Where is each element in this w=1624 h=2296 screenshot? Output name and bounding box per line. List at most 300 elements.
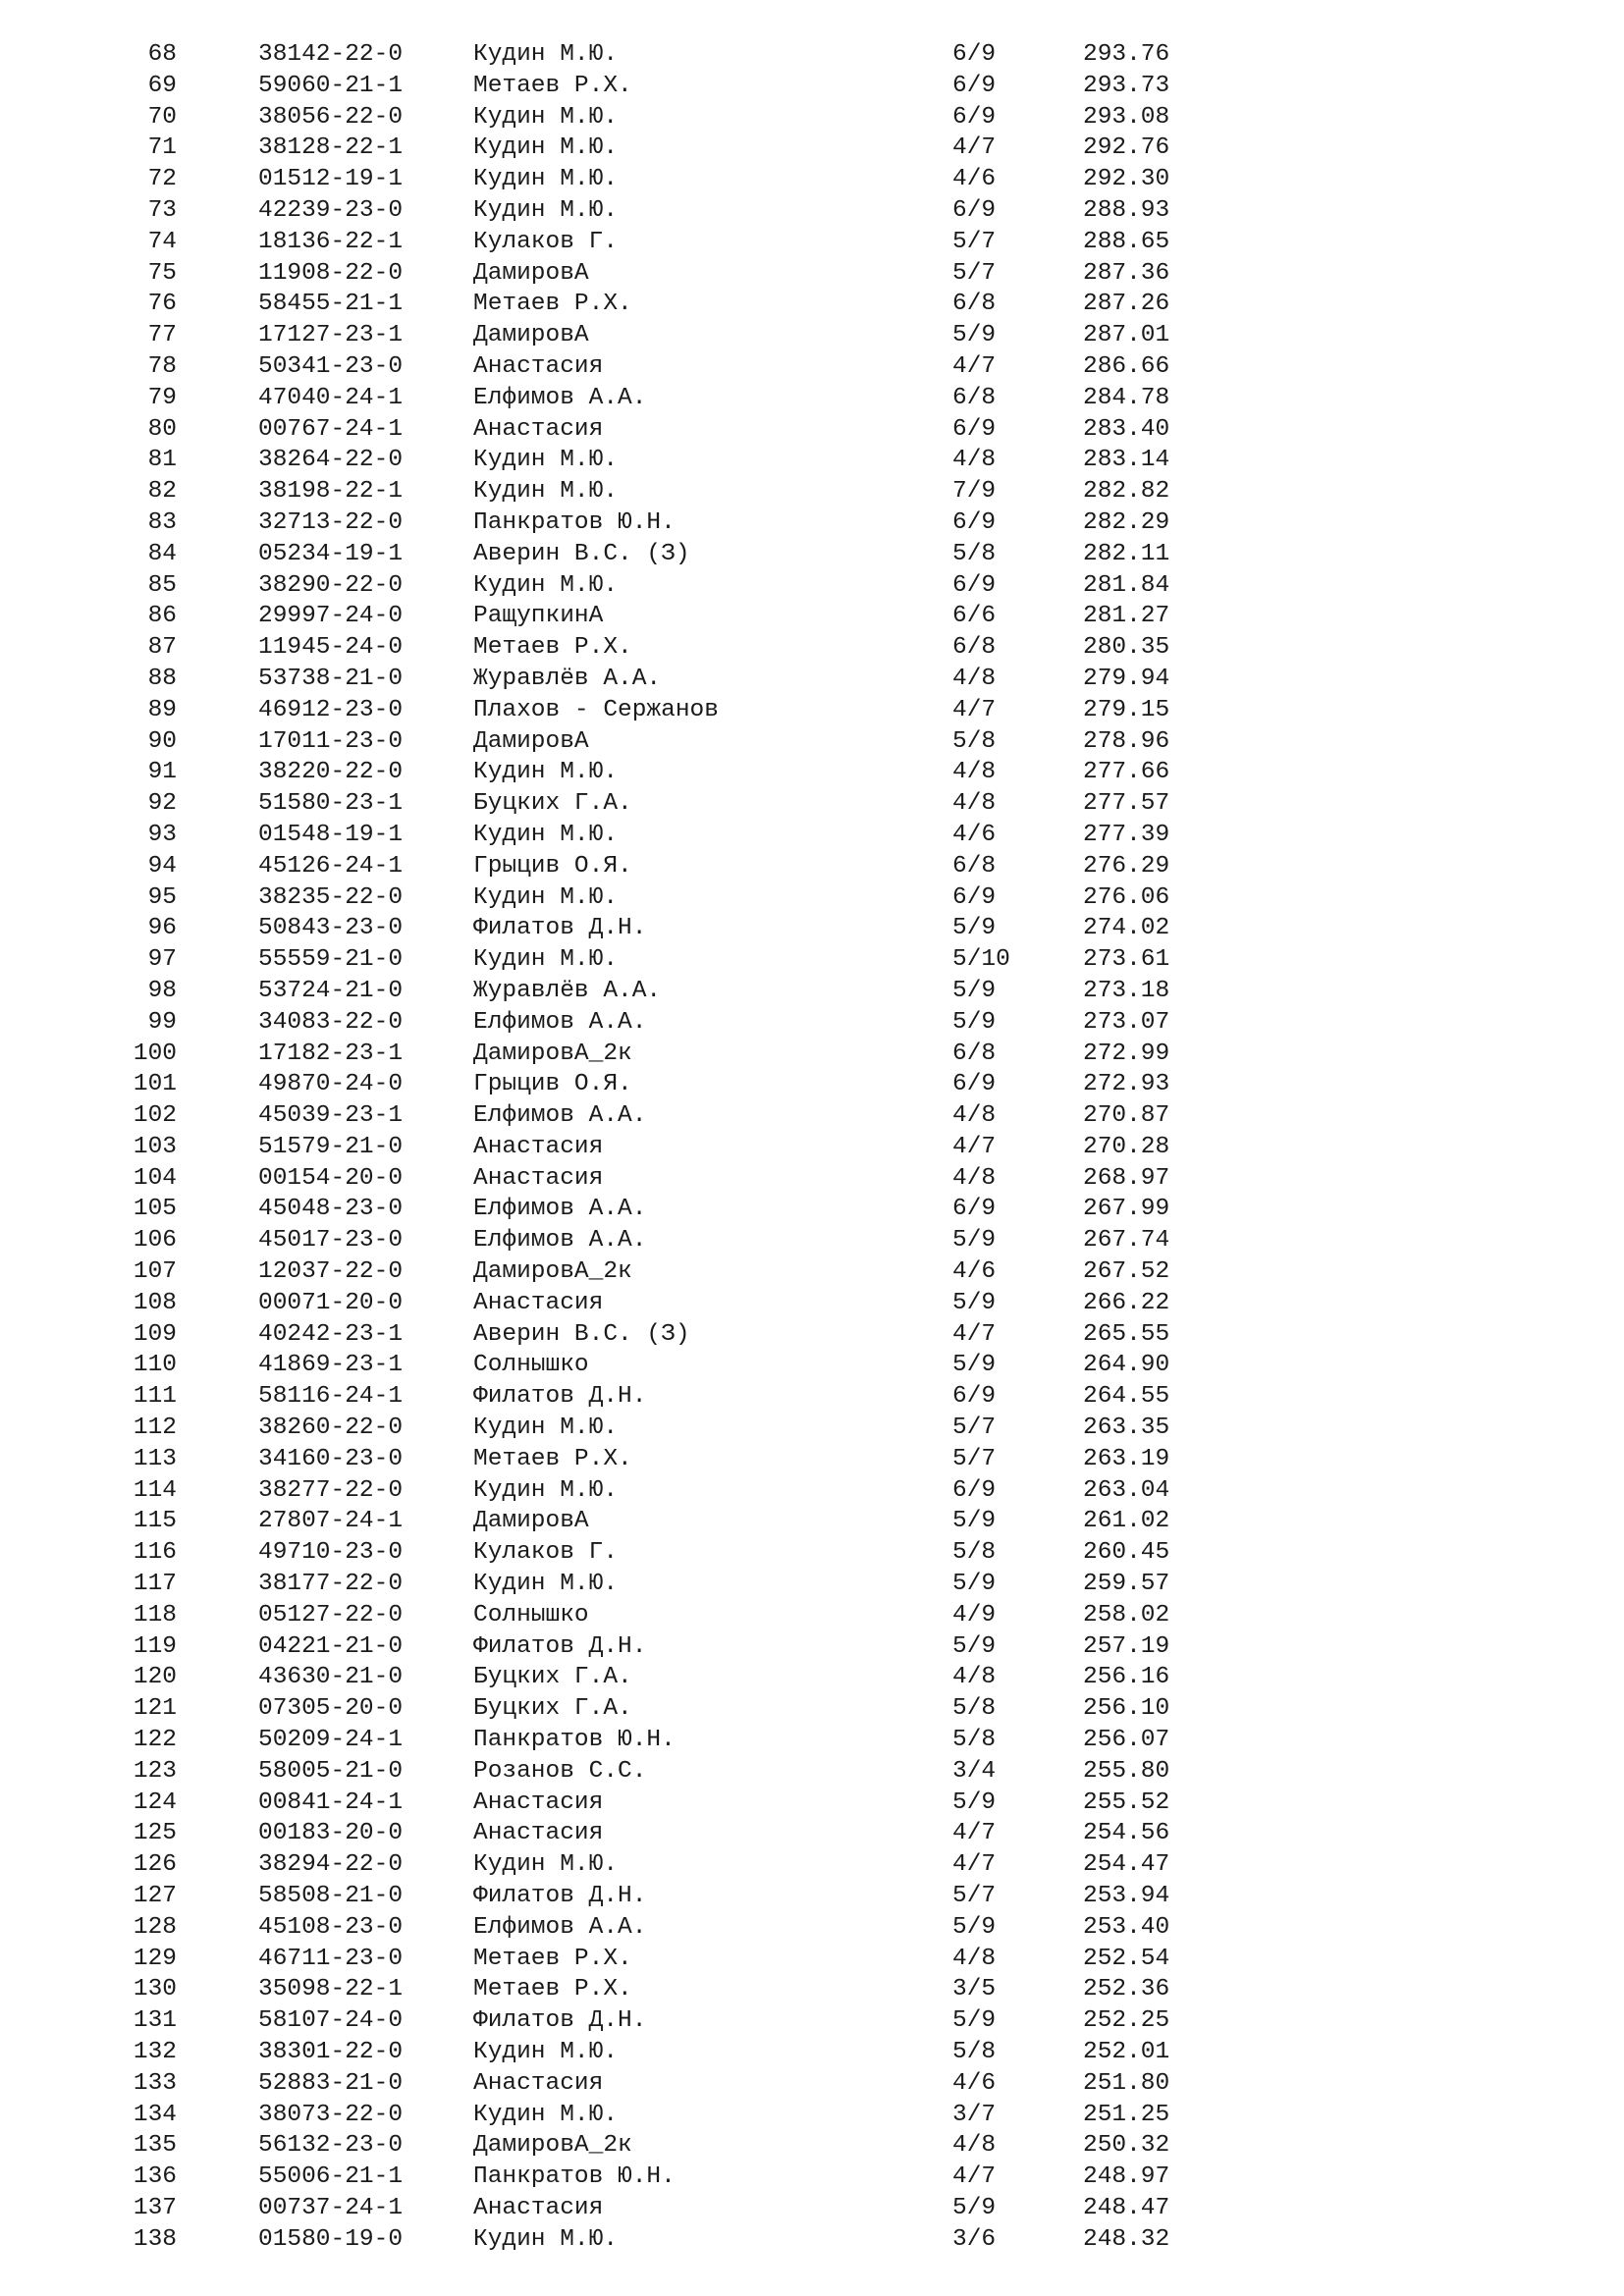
- ratio-value: 5/8: [952, 1695, 997, 1723]
- row-number: 90: [147, 727, 177, 755]
- table-row: [0, 944, 1624, 976]
- record-id: 58107-24-0: [258, 2007, 404, 2035]
- row-number: 91: [147, 759, 177, 786]
- record-id: 51580-23-1: [258, 790, 404, 818]
- owner-name: Елфимов А.А.: [473, 384, 647, 411]
- owner-name: Кудин М.Ю.: [473, 103, 619, 131]
- score-value: 277.66: [1083, 759, 1170, 786]
- record-id: 53724-21-0: [258, 977, 404, 1004]
- row-number: 85: [147, 571, 177, 599]
- ratio-value: 6/8: [952, 384, 997, 411]
- record-id: 07305-20-0: [258, 1695, 404, 1723]
- row-number: 108: [133, 1289, 177, 1316]
- ratio-value: 5/7: [952, 228, 997, 255]
- score-value: 283.40: [1083, 415, 1170, 443]
- table-row: [0, 164, 1624, 195]
- table-row: [0, 2162, 1624, 2193]
- record-id: 43630-21-0: [258, 1664, 404, 1691]
- record-id: 00154-20-0: [258, 1164, 404, 1192]
- owner-name: Кудин М.Ю.: [473, 2101, 619, 2128]
- ratio-value: 6/9: [952, 196, 997, 224]
- record-id: 50209-24-1: [258, 1727, 404, 1754]
- score-value: 292.30: [1083, 166, 1170, 193]
- row-number: 112: [133, 1415, 177, 1442]
- table-row: [0, 1163, 1624, 1195]
- owner-name: Метаев Р.Х.: [473, 1445, 632, 1472]
- ratio-value: 6/9: [952, 1383, 997, 1411]
- score-value: 288.65: [1083, 228, 1170, 255]
- owner-name: ДамировА: [473, 322, 589, 349]
- row-number: 128: [133, 1913, 177, 1941]
- row-number: 97: [147, 946, 177, 974]
- ratio-value: 6/9: [952, 41, 997, 68]
- score-value: 261.02: [1083, 1508, 1170, 1535]
- table-row: [0, 289, 1624, 320]
- ratio-value: 4/8: [952, 790, 997, 818]
- row-number: 123: [133, 1757, 177, 1785]
- ratio-value: 6/8: [952, 1040, 997, 1067]
- row-number: 88: [147, 665, 177, 692]
- ratio-value: 5/8: [952, 727, 997, 755]
- owner-name: Кудин М.Ю.: [473, 1571, 619, 1598]
- row-number: 84: [147, 540, 177, 567]
- ranking-table: [0, 39, 1624, 2256]
- owner-name: ДамировА_2к: [473, 1040, 632, 1067]
- ratio-value: 4/7: [952, 1851, 997, 1879]
- owner-name: Анастасия: [473, 1289, 604, 1316]
- score-value: 260.45: [1083, 1539, 1170, 1567]
- score-value: 283.14: [1083, 447, 1170, 474]
- record-id: 38220-22-0: [258, 759, 404, 786]
- row-number: 93: [147, 821, 177, 848]
- owner-name: Анастасия: [473, 1820, 604, 1847]
- score-value: 273.18: [1083, 977, 1170, 1004]
- ratio-value: 4/8: [952, 1664, 997, 1691]
- ratio-value: 5/9: [952, 1571, 997, 1598]
- row-number: 96: [147, 915, 177, 942]
- owner-name: Анастасия: [473, 1164, 604, 1192]
- record-id: 38073-22-0: [258, 2101, 404, 2128]
- record-id: 00737-24-1: [258, 2194, 404, 2221]
- record-id: 51579-21-0: [258, 1133, 404, 1160]
- table-row: [0, 1569, 1624, 1600]
- record-id: 35098-22-1: [258, 1976, 404, 2003]
- score-value: 267.99: [1083, 1196, 1170, 1223]
- owner-name: Кудин М.Ю.: [473, 41, 619, 68]
- record-id: 58116-24-1: [258, 1383, 404, 1411]
- score-value: 287.01: [1083, 322, 1170, 349]
- table-row: [0, 695, 1624, 726]
- owner-name: Анастасия: [473, 415, 604, 443]
- row-number: 105: [133, 1196, 177, 1223]
- record-id: 01512-19-1: [258, 166, 404, 193]
- ratio-value: 5/9: [952, 977, 997, 1004]
- ratio-value: 5/10: [952, 946, 1010, 974]
- record-id: 17127-23-1: [258, 322, 404, 349]
- ratio-value: 6/6: [952, 603, 997, 630]
- record-id: 05127-22-0: [258, 1601, 404, 1629]
- owner-name: Панкратов Ю.Н.: [473, 508, 676, 536]
- table-row: [0, 1912, 1624, 1944]
- table-row: [0, 2068, 1624, 2100]
- owner-name: Буцких Г.А.: [473, 1664, 632, 1691]
- owner-name: Аверин В.С. (З): [473, 1320, 690, 1348]
- owner-name: Кулаков Г.: [473, 1539, 619, 1567]
- ratio-value: 6/9: [952, 415, 997, 443]
- score-value: 264.90: [1083, 1352, 1170, 1379]
- owner-name: Метаев Р.Х.: [473, 634, 632, 662]
- row-number: 113: [133, 1445, 177, 1472]
- owner-name: Метаев Р.Х.: [473, 291, 632, 318]
- row-number: 125: [133, 1820, 177, 1847]
- table-row: [0, 1039, 1624, 1070]
- score-value: 278.96: [1083, 727, 1170, 755]
- ratio-value: 5/9: [952, 1227, 997, 1255]
- ratio-value: 5/9: [952, 1008, 997, 1036]
- record-id: 11945-24-0: [258, 634, 404, 662]
- row-number: 114: [133, 1476, 177, 1504]
- owner-name: Филатов Д.Н.: [473, 915, 647, 942]
- row-number: 138: [133, 2225, 177, 2253]
- row-number: 103: [133, 1133, 177, 1160]
- owner-name: Кудин М.Ю.: [473, 478, 619, 506]
- table-row: [0, 664, 1624, 695]
- row-number: 136: [133, 2163, 177, 2191]
- table-row: [0, 414, 1624, 446]
- row-number: 82: [147, 478, 177, 506]
- ratio-value: 6/9: [952, 883, 997, 911]
- row-number: 95: [147, 883, 177, 911]
- score-value: 287.36: [1083, 259, 1170, 287]
- record-id: 50341-23-0: [258, 352, 404, 380]
- table-row: [0, 1350, 1624, 1381]
- owner-name: Елфимов А.А.: [473, 1008, 647, 1036]
- record-id: 29997-24-0: [258, 603, 404, 630]
- owner-name: Кудин М.Ю.: [473, 447, 619, 474]
- owner-name: Буцких Г.А.: [473, 790, 632, 818]
- record-id: 32713-22-0: [258, 508, 404, 536]
- score-value: 282.29: [1083, 508, 1170, 536]
- record-id: 04221-21-0: [258, 1632, 404, 1660]
- table-row: [0, 913, 1624, 944]
- record-id: 34083-22-0: [258, 1008, 404, 1036]
- owner-name: Елфимов А.А.: [473, 1913, 647, 1941]
- ratio-value: 5/9: [952, 1913, 997, 1941]
- score-value: 293.73: [1083, 72, 1170, 99]
- owner-name: Елфимов А.А.: [473, 1196, 647, 1223]
- owner-name: Кудин М.Ю.: [473, 759, 619, 786]
- record-id: 01548-19-1: [258, 821, 404, 848]
- record-id: 49710-23-0: [258, 1539, 404, 1567]
- table-row: [0, 1944, 1624, 1975]
- row-number: 100: [133, 1040, 177, 1067]
- row-number: 73: [147, 196, 177, 224]
- owner-name: ДамировА_2к: [473, 1258, 632, 1286]
- ratio-value: 5/9: [952, 1632, 997, 1660]
- score-value: 252.36: [1083, 1976, 1170, 2003]
- ratio-value: 5/8: [952, 540, 997, 567]
- row-number: 81: [147, 447, 177, 474]
- owner-name: Журавлёв А.А.: [473, 977, 662, 1004]
- table-row: [0, 2193, 1624, 2224]
- row-number: 68: [147, 41, 177, 68]
- owner-name: Метаев Р.Х.: [473, 1945, 632, 1972]
- owner-name: Грыцив О.Я.: [473, 852, 632, 880]
- owner-name: Анастасия: [473, 1789, 604, 1816]
- table-row: [0, 195, 1624, 227]
- row-number: 110: [133, 1352, 177, 1379]
- score-value: 252.25: [1083, 2007, 1170, 2035]
- table-row: [0, 383, 1624, 414]
- score-value: 277.57: [1083, 790, 1170, 818]
- row-number: 101: [133, 1071, 177, 1098]
- table-row: [0, 133, 1624, 164]
- table-row: [0, 539, 1624, 570]
- row-number: 120: [133, 1664, 177, 1691]
- owner-name: Метаев Р.Х.: [473, 72, 632, 99]
- ratio-value: 4/6: [952, 821, 997, 848]
- owner-name: Филатов Д.Н.: [473, 1383, 647, 1411]
- score-value: 248.47: [1083, 2194, 1170, 2221]
- table-row: [0, 1256, 1624, 1288]
- ratio-value: 4/8: [952, 447, 997, 474]
- score-value: 252.01: [1083, 2039, 1170, 2065]
- table-row: [0, 1506, 1624, 1537]
- row-number: 118: [133, 1601, 177, 1629]
- row-number: 99: [147, 1008, 177, 1036]
- ratio-value: 5/9: [952, 1289, 997, 1316]
- ratio-value: 5/8: [952, 2039, 997, 2065]
- ratio-value: 6/9: [952, 1476, 997, 1504]
- score-value: 256.16: [1083, 1664, 1170, 1691]
- row-number: 107: [133, 1258, 177, 1286]
- ratio-value: 4/7: [952, 352, 997, 380]
- record-id: 50843-23-0: [258, 915, 404, 942]
- row-number: 72: [147, 166, 177, 193]
- row-number: 98: [147, 977, 177, 1004]
- score-value: 270.87: [1083, 1102, 1170, 1130]
- score-value: 254.47: [1083, 1851, 1170, 1879]
- score-value: 292.76: [1083, 134, 1170, 162]
- score-value: 259.57: [1083, 1571, 1170, 1598]
- record-id: 38301-22-0: [258, 2039, 404, 2065]
- ratio-value: 3/6: [952, 2225, 997, 2253]
- owner-name: Солнышко: [473, 1601, 589, 1629]
- row-number: 79: [147, 384, 177, 411]
- ratio-value: 4/8: [952, 759, 997, 786]
- table-row: [0, 320, 1624, 351]
- score-value: 251.80: [1083, 2069, 1170, 2097]
- owner-name: Солнышко: [473, 1352, 589, 1379]
- record-id: 17182-23-1: [258, 1040, 404, 1067]
- row-number: 135: [133, 2132, 177, 2160]
- table-row: [0, 1849, 1624, 1881]
- record-id: 00071-20-0: [258, 1289, 404, 1316]
- row-number: 124: [133, 1789, 177, 1816]
- table-row: [0, 1725, 1624, 1756]
- owner-name: Кудин М.Ю.: [473, 1476, 619, 1504]
- record-id: 01580-19-0: [258, 2225, 404, 2253]
- row-number: 109: [133, 1320, 177, 1348]
- owner-name: Кудин М.Ю.: [473, 166, 619, 193]
- table-row: [0, 788, 1624, 820]
- row-number: 127: [133, 1883, 177, 1910]
- row-number: 115: [133, 1508, 177, 1535]
- score-value: 273.07: [1083, 1008, 1170, 1036]
- row-number: 77: [147, 322, 177, 349]
- score-value: 276.06: [1083, 883, 1170, 911]
- ratio-value: 5/9: [952, 915, 997, 942]
- record-id: 38260-22-0: [258, 1415, 404, 1442]
- record-id: 46711-23-0: [258, 1945, 404, 1972]
- table-row: [0, 1818, 1624, 1849]
- table-row: [0, 1537, 1624, 1569]
- ratio-value: 4/8: [952, 1164, 997, 1192]
- score-value: 282.11: [1083, 540, 1170, 567]
- owner-name: Розанов С.С.: [473, 1757, 647, 1785]
- score-value: 272.93: [1083, 1071, 1170, 1098]
- record-id: 38235-22-0: [258, 883, 404, 911]
- ratio-value: 6/8: [952, 291, 997, 318]
- owner-name: Елфимов А.А.: [473, 1102, 647, 1130]
- score-value: 263.35: [1083, 1415, 1170, 1442]
- table-row: [0, 2005, 1624, 2037]
- score-value: 288.93: [1083, 196, 1170, 224]
- score-value: 250.32: [1083, 2132, 1170, 2160]
- row-number: 102: [133, 1102, 177, 1130]
- score-value: 276.29: [1083, 852, 1170, 880]
- score-value: 281.84: [1083, 571, 1170, 599]
- score-value: 255.52: [1083, 1789, 1170, 1816]
- score-value: 253.40: [1083, 1913, 1170, 1941]
- record-id: 38177-22-0: [258, 1571, 404, 1598]
- record-id: 53738-21-0: [258, 665, 404, 692]
- row-number: 94: [147, 852, 177, 880]
- score-value: 281.27: [1083, 603, 1170, 630]
- record-id: 38290-22-0: [258, 571, 404, 599]
- table-row: [0, 507, 1624, 539]
- ratio-value: 7/9: [952, 478, 997, 506]
- row-number: 87: [147, 634, 177, 662]
- score-value: 251.25: [1083, 2101, 1170, 2128]
- score-value: 263.04: [1083, 1476, 1170, 1504]
- score-value: 267.74: [1083, 1227, 1170, 1255]
- record-id: 11908-22-0: [258, 259, 404, 287]
- table-row: [0, 1881, 1624, 1912]
- record-id: 45048-23-0: [258, 1196, 404, 1223]
- record-id: 18136-22-1: [258, 228, 404, 255]
- record-id: 17011-23-0: [258, 727, 404, 755]
- ratio-value: 3/5: [952, 1976, 997, 2003]
- score-value: 265.55: [1083, 1320, 1170, 1348]
- table-row: [0, 1100, 1624, 1132]
- ratio-value: 5/8: [952, 1539, 997, 1567]
- record-id: 55006-21-1: [258, 2163, 404, 2191]
- owner-name: Кудин М.Ю.: [473, 2039, 619, 2065]
- score-value: 255.80: [1083, 1757, 1170, 1785]
- owner-name: РащупкинА: [473, 603, 604, 630]
- row-number: 119: [133, 1632, 177, 1660]
- row-number: 86: [147, 603, 177, 630]
- row-number: 71: [147, 134, 177, 162]
- table-row: [0, 445, 1624, 476]
- ratio-value: 6/8: [952, 852, 997, 880]
- record-id: 38264-22-0: [258, 447, 404, 474]
- row-number: 106: [133, 1227, 177, 1255]
- record-id: 41869-23-1: [258, 1352, 404, 1379]
- record-id: 58005-21-0: [258, 1757, 404, 1785]
- owner-name: Кулаков Г.: [473, 228, 619, 255]
- table-row: [0, 71, 1624, 102]
- row-number: 132: [133, 2039, 177, 2065]
- record-id: 45108-23-0: [258, 1913, 404, 1941]
- ratio-value: 5/7: [952, 1415, 997, 1442]
- table-row: [0, 1319, 1624, 1351]
- table-row: [0, 1069, 1624, 1100]
- score-value: 284.78: [1083, 384, 1170, 411]
- ratio-value: 4/7: [952, 2163, 997, 2191]
- table-row: [0, 726, 1624, 758]
- score-value: 257.19: [1083, 1632, 1170, 1660]
- ratio-value: 3/7: [952, 2101, 997, 2128]
- owner-name: Анастасия: [473, 2194, 604, 2221]
- ratio-value: 6/9: [952, 571, 997, 599]
- row-number: 75: [147, 259, 177, 287]
- table-row: [0, 1788, 1624, 1819]
- score-value: 264.55: [1083, 1383, 1170, 1411]
- ratio-value: 6/8: [952, 634, 997, 662]
- record-id: 42239-23-0: [258, 196, 404, 224]
- table-row: [0, 1600, 1624, 1631]
- owner-name: Буцких Г.А.: [473, 1695, 632, 1723]
- score-value: 287.26: [1083, 291, 1170, 318]
- ratio-value: 5/9: [952, 1352, 997, 1379]
- table-row: [0, 882, 1624, 914]
- owner-name: Кудин М.Ю.: [473, 196, 619, 224]
- owner-name: ДамировА: [473, 259, 589, 287]
- owner-name: Панкратов Ю.Н.: [473, 2163, 676, 2191]
- table-row: [0, 102, 1624, 133]
- table-row: [0, 820, 1624, 851]
- row-number: 122: [133, 1727, 177, 1754]
- owner-name: Грыцив О.Я.: [473, 1071, 632, 1098]
- row-number: 117: [133, 1571, 177, 1598]
- table-row: [0, 1756, 1624, 1788]
- table-row: [0, 757, 1624, 788]
- record-id: 38277-22-0: [258, 1476, 404, 1504]
- score-value: 263.19: [1083, 1445, 1170, 1472]
- record-id: 05234-19-1: [258, 540, 404, 567]
- table-row: [0, 476, 1624, 507]
- record-id: 00767-24-1: [258, 415, 404, 443]
- owner-name: Кудин М.Ю.: [473, 821, 619, 848]
- score-value: 293.08: [1083, 103, 1170, 131]
- table-row: [0, 1444, 1624, 1475]
- row-number: 92: [147, 790, 177, 818]
- table-row: [0, 1225, 1624, 1256]
- row-number: 78: [147, 352, 177, 380]
- row-number: 83: [147, 508, 177, 536]
- ratio-value: 6/9: [952, 1196, 997, 1223]
- score-value: 270.28: [1083, 1133, 1170, 1160]
- record-id: 49870-24-0: [258, 1071, 404, 1098]
- record-id: 56132-23-0: [258, 2132, 404, 2160]
- table-row: [0, 227, 1624, 258]
- owner-name: Кудин М.Ю.: [473, 2225, 619, 2253]
- record-id: 40242-23-1: [258, 1320, 404, 1348]
- score-value: 274.02: [1083, 915, 1170, 942]
- ratio-value: 5/9: [952, 1789, 997, 1816]
